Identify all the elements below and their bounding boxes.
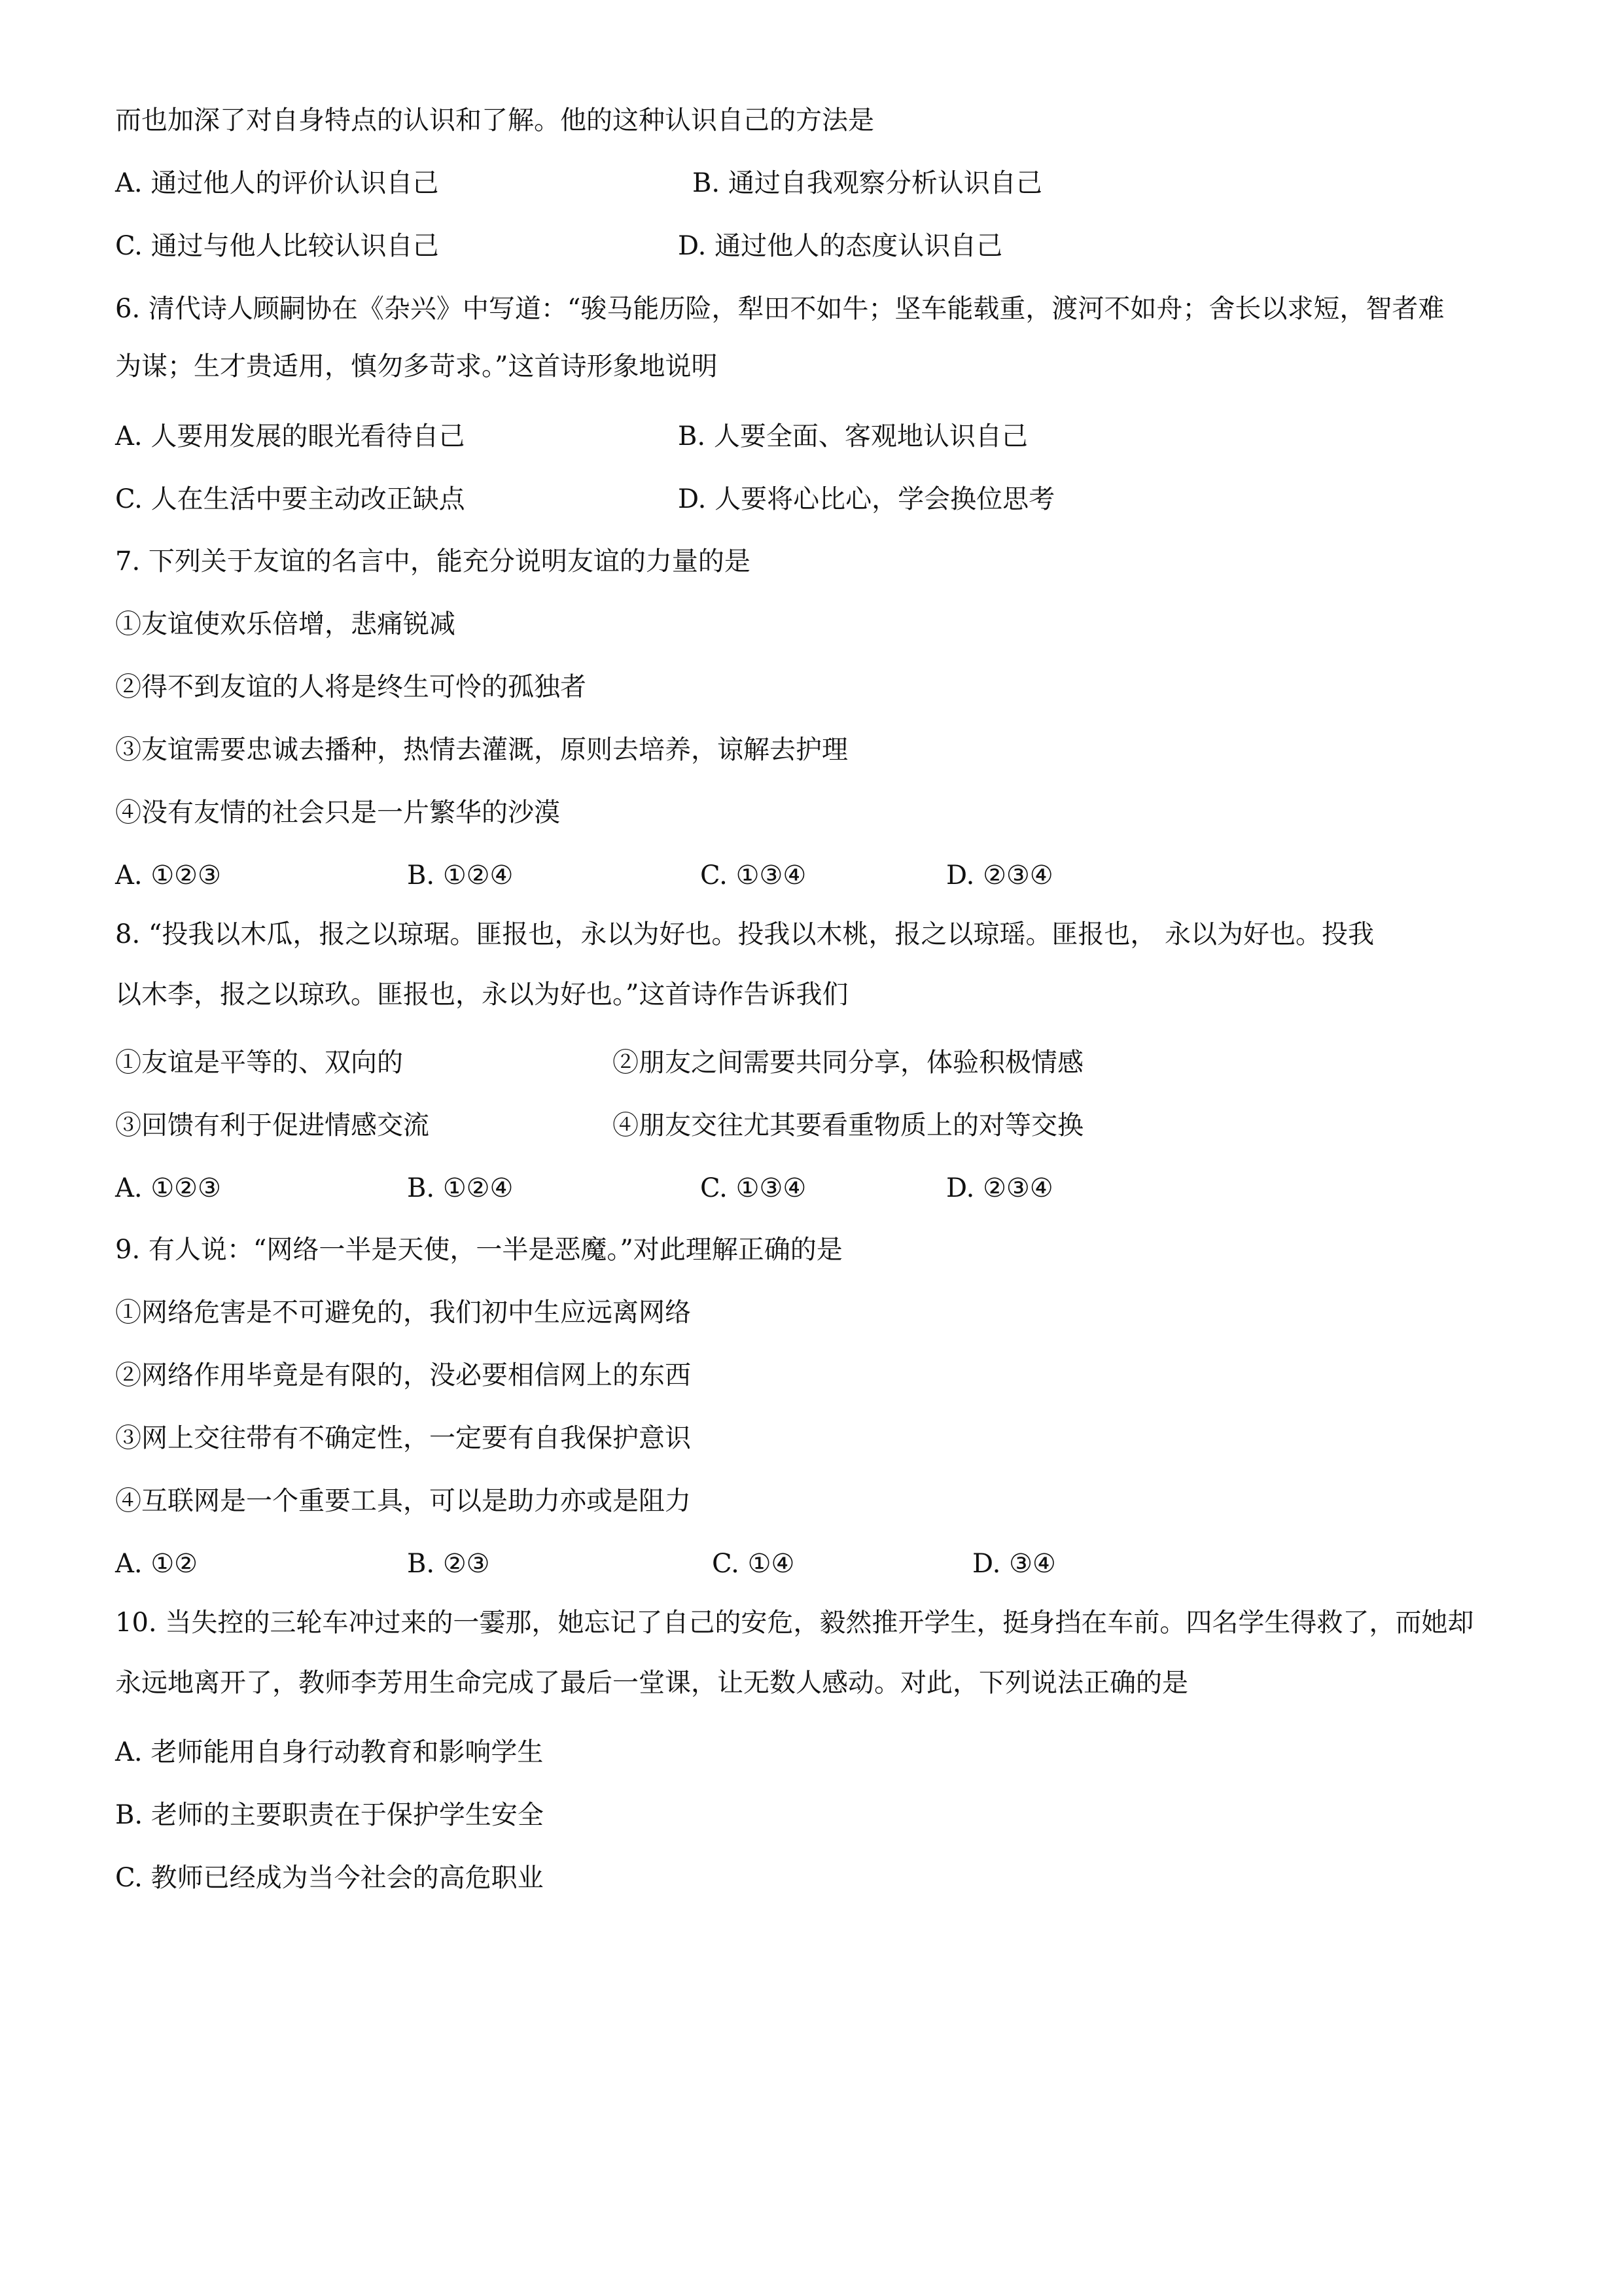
q6-option-c: C. 人在生活中要主动改正缺点 (115, 484, 465, 514)
q5-stem-continuation: 而也加深了对自身特点的认识和了解。他的这种认识自己的方法是 (115, 105, 874, 135)
q5-option-a: A. 通过他人的评价认识自己 (115, 168, 439, 198)
q8-item-2: ②朋友之间需要共同分享，体验积极情感 (612, 1048, 1084, 1078)
q7-option-c: C. ①③④ (700, 860, 807, 891)
q7-item-3: ③友谊需要忠诚去播种，热情去灌溉，原则去培养，谅解去护理 (115, 735, 848, 765)
q9-item-2: ②网络作用毕竟是有限的，没必要相信网上的东西 (115, 1360, 691, 1390)
q7-stem: 7. 下列关于友谊的名言中，能充分说明友谊的力量的是 (115, 546, 750, 576)
q7-option-b: B. ①②④ (407, 860, 514, 891)
q9-stem: 9. 有人说：“网络一半是天使，一半是恶魔。”对此理解正确的是 (115, 1235, 843, 1265)
q6-option-a: A. 人要用发展的眼光看待自己 (115, 421, 465, 451)
q10-option-b: B. 老师的主要职责在于保护学生安全 (115, 1800, 544, 1830)
q10-stem-line2: 永远地离开了，教师李芳用生命完成了最后一堂课，让无数人感动。对此，下列说法正确的是 (115, 1668, 1188, 1698)
q10-stem-line1: 10. 当失控的三轮车冲过来的一霎那，她忘记了自己的安危，毅然推开学生，挺身挡在车前。四名学生得救了，而她却 (115, 1608, 1474, 1638)
q8-stem-line2: 以木李，报之以琼玖。匪报也，永以为好也。”这首诗作告诉我们 (115, 980, 849, 1010)
q9-option-b: B. ②③ (407, 1549, 490, 1579)
q5-option-c: C. 通过与他人比较认识自己 (115, 231, 439, 261)
q8-item-1: ①友谊是平等的、双向的 (115, 1048, 403, 1078)
q9-item-4: ④互联网是一个重要工具，可以是助力亦或是阻力 (115, 1486, 691, 1516)
q6-stem-line1: 6. 清代诗人顾嗣协在《杂兴》中写道：“骏马能历险，犁田不如牛；坚车能载重，渡河不如舟；舍长以求短，智者难 (115, 294, 1445, 324)
q8-item-3: ③回馈有利于促进情感交流 (115, 1110, 429, 1140)
q8-option-a: A. ①②③ (115, 1173, 221, 1203)
q7-item-2: ②得不到友谊的人将是终生可怜的孤独者 (115, 672, 586, 702)
q8-option-b: B. ①②④ (407, 1173, 514, 1203)
q9-option-c: C. ①④ (712, 1549, 795, 1579)
q6-option-d: D. 人要将心比心，学会换位思考 (678, 484, 1055, 514)
q10-option-c: C. 教师已经成为当今社会的高危职业 (115, 1863, 544, 1893)
q8-item-4: ④朋友交往尤其要看重物质上的对等交换 (612, 1110, 1084, 1140)
q8-option-c: C. ①③④ (700, 1173, 807, 1203)
q9-item-3: ③网上交往带有不确定性，一定要有自我保护意识 (115, 1423, 691, 1453)
q6-stem-line2: 为谋；生才贵适用，慎勿多苛求。”这首诗形象地说明 (115, 351, 718, 381)
q8-stem-line1: 8. “投我以木瓜，报之以琼琚。匪报也，永以为好也。投我以木桃，报之以琼瑶。匪报也， 永以为好也。投我 (115, 919, 1375, 949)
q5-option-b: B. 通过自我观察分析认识自己 (692, 168, 1042, 198)
q9-option-a: A. ①② (115, 1549, 198, 1579)
q7-item-4: ④没有友情的社会只是一片繁华的沙漠 (115, 798, 560, 828)
q6-option-b: B. 人要全面、客观地认识自己 (678, 421, 1028, 451)
q7-option-d: D. ②③④ (946, 860, 1053, 891)
q9-option-d: D. ③④ (972, 1549, 1056, 1579)
q10-option-a: A. 老师能用自身行动教育和影响学生 (115, 1737, 544, 1767)
q7-option-a: A. ①②③ (115, 860, 221, 891)
q9-item-1: ①网络危害是不可避免的，我们初中生应远离网络 (115, 1298, 691, 1328)
q8-option-d: D. ②③④ (946, 1173, 1053, 1203)
q5-option-d: D. 通过他人的态度认识自己 (678, 231, 1003, 261)
q7-item-1: ①友谊使欢乐倍增，悲痛锐减 (115, 609, 455, 639)
